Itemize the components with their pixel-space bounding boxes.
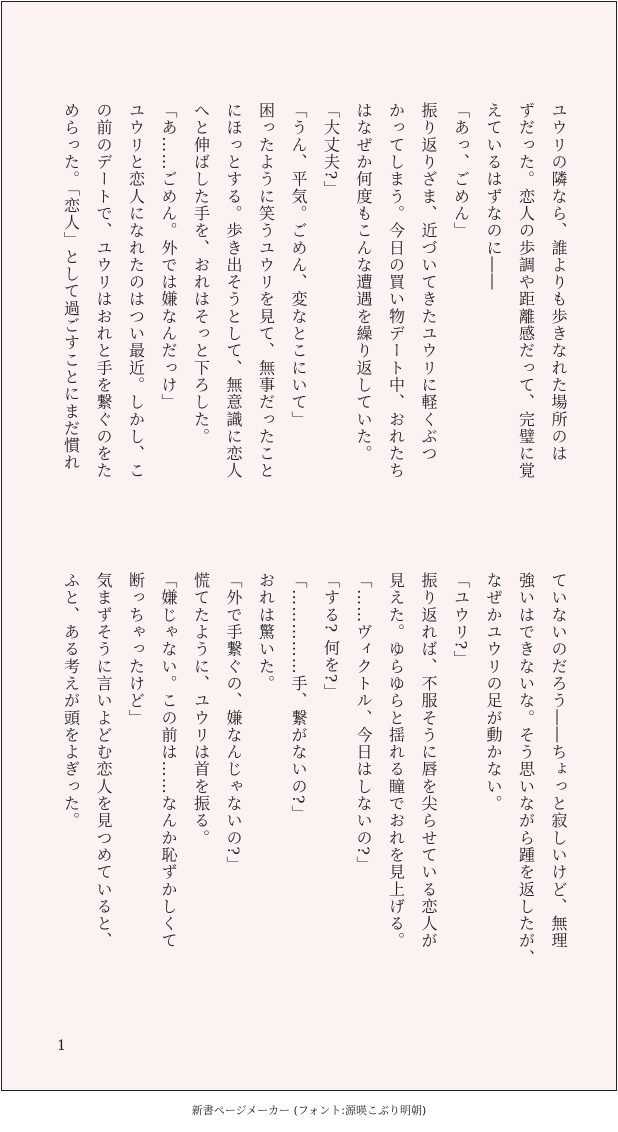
page-number: 1	[57, 1038, 66, 1054]
text-column: 「嫌じゃない。この前は……なんか恥ずかしくて	[159, 572, 178, 950]
text-column: 「あっ、ごめん」	[451, 102, 471, 240]
text-column: 強いはできないな。そう思いながら踵を返したが、	[516, 572, 536, 967]
text-column: おれは驚いた。	[256, 572, 276, 693]
text-column: の前のデートで、ユウリはおれと手を繋ぐのをた	[94, 102, 113, 480]
text-column: ずだった。恋人の歩調や距離感だって、完璧に覚	[516, 102, 536, 480]
footer-credit: 新書ページメーカー (フォント:源暎こぶり明朝)	[191, 1104, 427, 1117]
text-column: 「大丈夫?」	[321, 102, 341, 198]
top-text-block	[54, 102, 574, 522]
text-column: ふと、ある考えが頭をよぎった。	[61, 572, 81, 830]
text-column: めらった。「恋人」として過ごすことにまだ慣れ	[61, 102, 81, 472]
text-column: ユウリの隣なら、誰よりも歩きなれた場所のは	[549, 102, 568, 463]
text-column: 見えた。ゆらゆらと揺れる瞳でおれを見上げる。	[386, 572, 406, 950]
text-column: はなぜか何度もこんな遭遇を繰り返していた。	[354, 102, 373, 463]
text-column: 気まずそうに言いよどむ恋人を見つめていると、	[94, 572, 113, 950]
book-page	[1, 1, 617, 1091]
text-column: 「ユウリ?」	[451, 572, 471, 668]
text-column: にほっとする。歩き出そうとして、無意識に恋人	[224, 102, 243, 480]
text-column: 振り返れば、不服そうに唇を尖らせている恋人が	[419, 572, 438, 950]
text-column: 「外で手繋ぐの、嫌なんじゃないの?」	[224, 572, 243, 874]
text-column: なぜかユウリの足が動かない。	[484, 572, 503, 813]
text-column: へと伸ばした手を、おれはそっと下ろした。	[191, 102, 211, 445]
text-column: ていないのだろう――ちょっと寂しいけど、無理	[549, 572, 568, 950]
text-column: 「……ヴィクトル、今日はしないの?」	[354, 572, 373, 874]
text-column: 「あ……ごめん。外では嫌なんだっけ」	[159, 102, 178, 411]
text-column: えているはずなのに――	[484, 102, 503, 291]
text-column: 振り返りざま、近づいてきたユウリに軽くぶつ	[419, 102, 438, 463]
text-column: 「……………手、繋がないの?」	[289, 572, 308, 822]
text-column: 断っちゃったけど」	[126, 572, 146, 727]
text-column: 困ったように笑うユウリを見て、無事だったこと	[256, 102, 276, 480]
text-column: 慌てたように、ユウリは首を振る。	[191, 572, 211, 847]
bottom-text-block	[54, 572, 574, 1012]
text-column: 「する? 何を?」	[321, 572, 341, 701]
text-column: かってしまう。今日の買い物デート中、おれたち	[386, 102, 406, 480]
text-column: ユウリと恋人になれたのはつい最近。しかし、こ	[126, 102, 146, 480]
text-column: 「うん、平気。ごめん、変なとこにいて」	[289, 102, 308, 428]
